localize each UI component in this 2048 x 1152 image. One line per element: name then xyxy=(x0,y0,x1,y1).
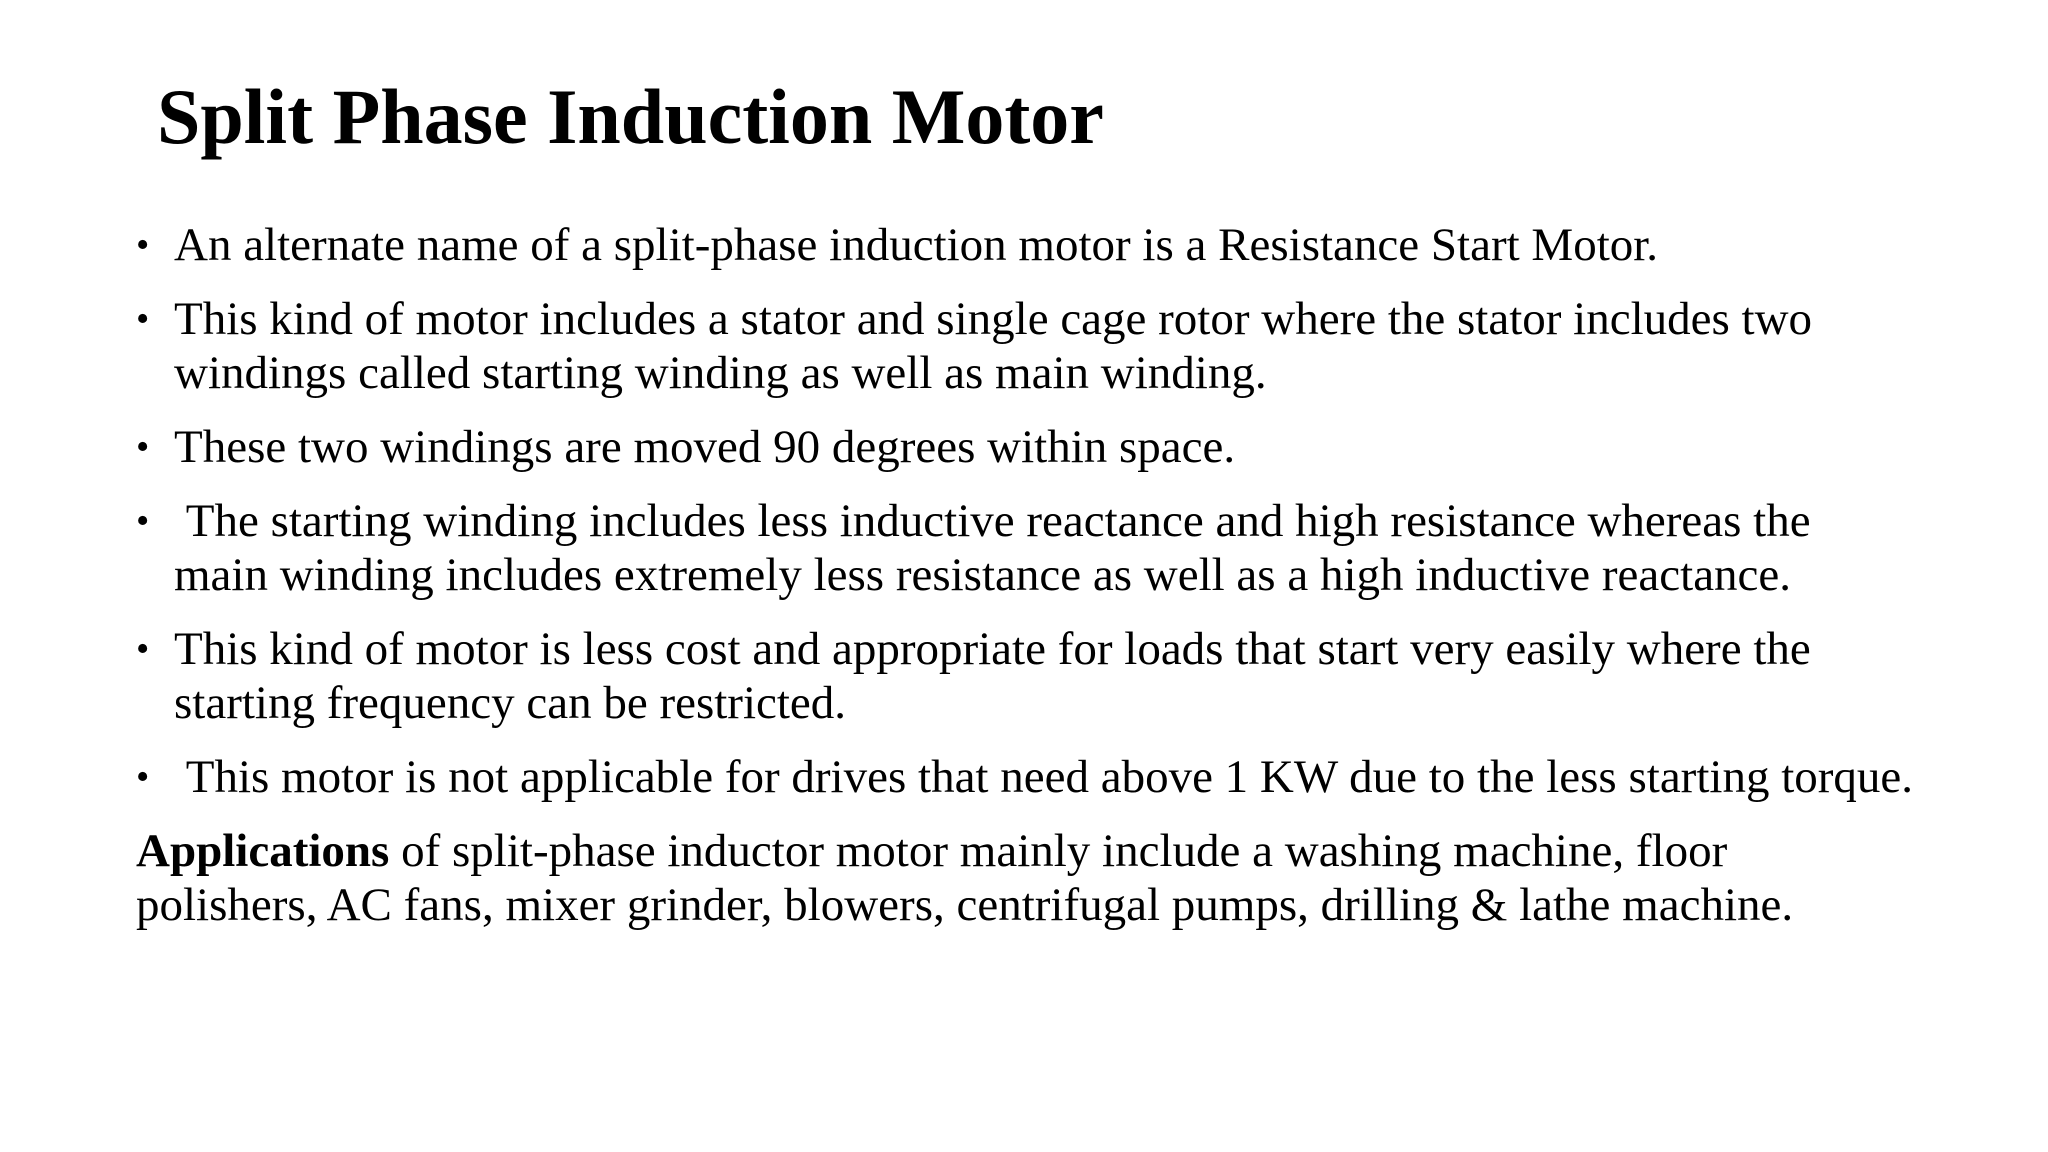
bullet-text: These two windings are moved 90 degrees within space. xyxy=(174,421,1236,473)
bullet-item xyxy=(136,292,1916,400)
slide-content xyxy=(136,218,1916,932)
applications-text: of split-phase inductor motor mainly include a washing machine, floor polishers, AC fans, mixer grinder, blowers, centrifugal pumps, drilling & lathe machine. xyxy=(136,825,1794,931)
bullet-text: This kind of motor includes a stator and single cage rotor where the stator includes two windings called starting winding as well as main winding. xyxy=(174,293,1824,399)
slide-title: Split Phase Induction Motor xyxy=(157,73,1104,160)
applications-label: Applications xyxy=(136,825,390,877)
bullet-text: This motor is not applicable for drives that need above 1 KW due to the less starting torque. xyxy=(174,751,1914,803)
applications-paragraph xyxy=(136,824,1896,932)
bullet-marker: • xyxy=(136,224,150,266)
bullet-item xyxy=(136,420,1916,474)
bullet-item xyxy=(136,750,1916,804)
bullet-text: The starting winding includes less inductive reactance and high resistance whereas the main winding includes extremely less resistance as well as a high inductive reactance. xyxy=(174,495,1823,601)
bullet-item xyxy=(136,494,1916,602)
bullet-marker: • xyxy=(136,756,150,798)
bullet-item xyxy=(136,622,1916,730)
bullet-marker: • xyxy=(136,500,150,542)
bullet-marker: • xyxy=(136,426,150,468)
bullet-text: An alternate name of a split-phase induction motor is a Resistance Start Motor. xyxy=(174,219,1659,271)
bullet-list xyxy=(136,218,1916,804)
bullet-text: This kind of motor is less cost and appropriate for loads that start very easily where the starting frequency can be restricted. xyxy=(174,623,1823,729)
bullet-item xyxy=(136,218,1916,272)
bullet-marker: • xyxy=(136,298,150,340)
bullet-marker: • xyxy=(136,628,150,670)
